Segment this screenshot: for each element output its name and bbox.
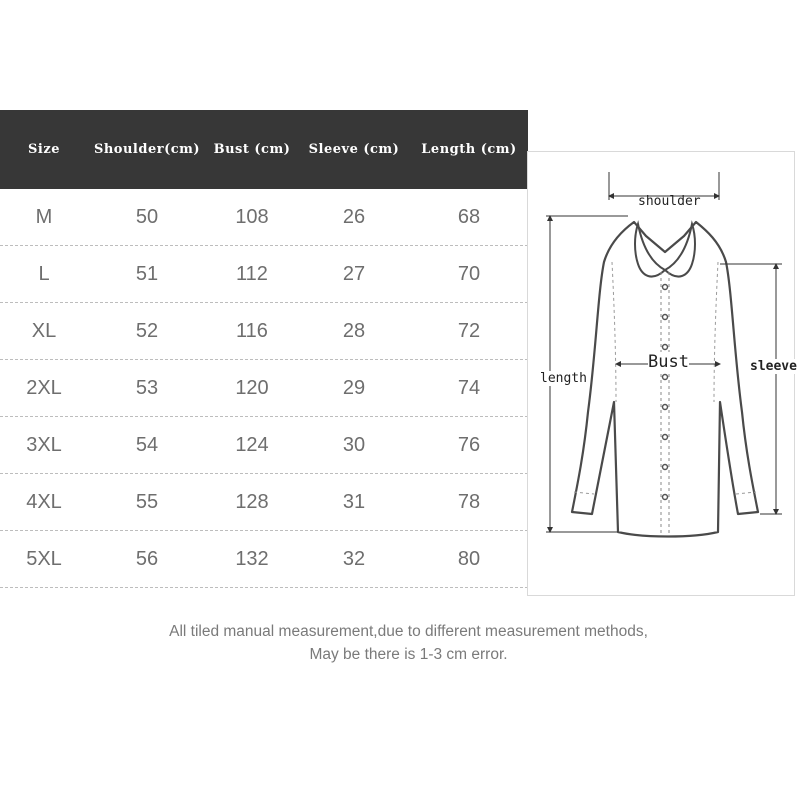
table-row <box>0 531 528 588</box>
cell-sleeve: 31 <box>342 490 366 513</box>
measurement-diagram <box>527 151 795 596</box>
cell-size: M <box>35 205 53 228</box>
note-line-1: All tiled manual measurement,due to different measurement methods, <box>169 623 648 640</box>
cell-shoulder: 51 <box>135 262 159 285</box>
cell-bust: 116 <box>236 319 268 342</box>
length-label: length <box>540 371 587 386</box>
cell-sleeve: 32 <box>342 547 366 570</box>
shoulder-label: shoulder <box>638 194 701 209</box>
cell-bust: 132 <box>235 547 269 570</box>
sleeve-label: sleeve <box>750 359 797 374</box>
cell-sleeve: 27 <box>342 262 366 285</box>
cell-size: 2XL <box>26 376 62 399</box>
size-chart-table <box>0 110 528 588</box>
cell-bust: 120 <box>235 376 269 399</box>
cell-shoulder: 53 <box>135 376 159 399</box>
table-row <box>0 303 528 360</box>
cell-shoulder: 56 <box>135 547 159 570</box>
cell-sleeve: 30 <box>342 433 366 456</box>
cell-length: 78 <box>457 490 481 513</box>
cell-shoulder: 52 <box>135 319 159 342</box>
cell-size: 3XL <box>26 433 62 456</box>
table-row <box>0 474 528 531</box>
cell-sleeve: 29 <box>342 376 366 399</box>
measurement-note <box>0 620 797 666</box>
cell-length: 72 <box>457 319 481 342</box>
note-line-2: May be there is 1-3 cm error. <box>309 646 508 663</box>
cell-sleeve: 28 <box>342 319 366 342</box>
cell-shoulder: 55 <box>135 490 159 513</box>
cell-size: L <box>38 262 50 285</box>
table-row <box>0 360 528 417</box>
cell-sleeve: 26 <box>342 205 366 228</box>
cell-length: 76 <box>457 433 481 456</box>
cell-shoulder: 50 <box>135 205 159 228</box>
header-sleeve: Sleeve (cm) <box>308 142 400 157</box>
cell-length: 80 <box>457 547 481 570</box>
cell-length: 74 <box>457 376 481 399</box>
table-row <box>0 417 528 474</box>
cell-bust: 124 <box>235 433 269 456</box>
cell-bust: 128 <box>235 490 269 513</box>
bust-label: Bust <box>648 352 689 372</box>
cell-length: 68 <box>457 205 481 228</box>
header-bust: Bust (cm) <box>213 142 291 157</box>
cell-length: 70 <box>457 262 481 285</box>
header-size: Size <box>28 142 60 157</box>
cell-bust: 112 <box>236 262 268 285</box>
header-shoulder: Shoulder(cm) <box>93 142 201 157</box>
cell-size: 5XL <box>26 547 62 570</box>
cell-shoulder: 54 <box>135 433 159 456</box>
header-length: Length (cm) <box>421 142 517 157</box>
table-row <box>0 189 528 246</box>
cell-bust: 108 <box>235 205 269 228</box>
table-header <box>0 110 528 189</box>
cell-size: XL <box>31 319 57 342</box>
cell-size: 4XL <box>26 490 62 513</box>
table-row <box>0 246 528 303</box>
